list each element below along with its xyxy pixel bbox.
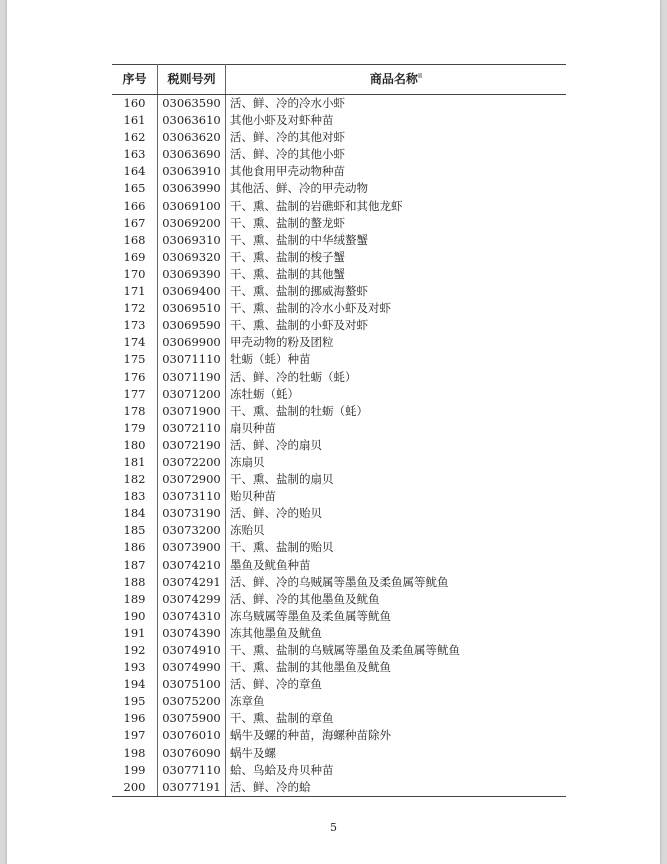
row-tariff-code: 03072200 [158, 454, 226, 471]
table-row [112, 300, 566, 317]
row-serial-no: 171 [112, 283, 158, 300]
table-row [112, 146, 566, 163]
row-serial-no: 199 [112, 762, 158, 779]
table-row [112, 180, 566, 197]
row-tariff-code: 03069310 [158, 232, 226, 249]
row-tariff-code: 03063910 [158, 163, 226, 180]
row-tariff-code: 03074291 [158, 574, 226, 591]
row-serial-no: 167 [112, 215, 158, 232]
row-serial-no: 175 [112, 351, 158, 368]
table-row [112, 710, 566, 727]
row-tariff-code: 03077110 [158, 762, 226, 779]
row-tariff-code: 03069320 [158, 249, 226, 266]
header-goods-name-text: 商品名称 [369, 72, 418, 86]
row-goods-name: 其他食用甲壳动物种苗 [230, 164, 345, 179]
row-goods-name: 干、熏、盐制的岩礁虾和其他龙虾 [230, 198, 403, 213]
row-serial-no: 183 [112, 488, 158, 505]
row-goods-name: 活、鲜、冷的其他小虾 [230, 147, 345, 162]
tariff-table [112, 64, 566, 797]
row-goods-name: 干、熏、盐制的贻贝 [230, 540, 334, 555]
row-serial-no: 165 [112, 180, 158, 197]
row-tariff-code: 03063590 [158, 95, 226, 113]
row-goods-name: 活、鲜、冷的冷水小虾 [230, 96, 345, 110]
table-row [112, 488, 566, 505]
row-goods-name: 甲壳动物的粉及团粒 [230, 335, 334, 350]
row-goods-name: 扇贝种苗 [230, 420, 276, 435]
row-goods-name: 冻其他墨鱼及鱿鱼 [230, 625, 322, 640]
row-goods-name: 牡蛎（蚝）种苗 [230, 352, 311, 367]
row-tariff-code: 03073190 [158, 505, 226, 522]
table-row [112, 249, 566, 266]
row-tariff-code: 03075900 [158, 710, 226, 727]
row-tariff-code: 03063620 [158, 129, 226, 146]
row-serial-no: 177 [112, 386, 158, 403]
row-tariff-code: 03069900 [158, 334, 226, 351]
table-row [112, 727, 566, 744]
row-serial-no: 190 [112, 608, 158, 625]
row-tariff-code: 03071200 [158, 386, 226, 403]
row-serial-no: 161 [112, 112, 158, 129]
table-row [112, 420, 566, 437]
table-header-row [112, 65, 566, 95]
row-serial-no: 169 [112, 249, 158, 266]
row-goods-name: 其他小虾及对虾种苗 [230, 113, 334, 128]
table-row [112, 676, 566, 693]
table-row [112, 591, 566, 608]
row-goods-name: 冻贻贝 [230, 523, 265, 538]
row-goods-name: 活、鲜、冷的章鱼 [230, 677, 322, 692]
page-number: 5 [330, 821, 337, 834]
table-row [112, 574, 566, 591]
table-row [112, 232, 566, 249]
row-serial-no: 187 [112, 557, 158, 574]
row-tariff-code: 03063690 [158, 146, 226, 163]
row-serial-no: 198 [112, 745, 158, 762]
row-tariff-code: 03063610 [158, 112, 226, 129]
document-page [7, 0, 660, 864]
row-tariff-code: 03074990 [158, 659, 226, 676]
row-goods-name: 干、熏、盐制的挪威海螯虾 [230, 284, 368, 299]
row-goods-name: 活、鲜、冷的扇贝 [230, 437, 322, 452]
row-goods-name: 蛤、鸟蛤及舟贝种苗 [230, 762, 334, 777]
row-tariff-code: 03074210 [158, 557, 226, 574]
table-row [112, 112, 566, 129]
row-tariff-code: 03075200 [158, 693, 226, 710]
row-goods-name: 蜗牛及螺 [230, 745, 276, 760]
table-body [112, 95, 566, 797]
row-tariff-code: 03074299 [158, 591, 226, 608]
table-row [112, 95, 566, 113]
table-row [112, 334, 566, 351]
row-serial-no: 185 [112, 522, 158, 539]
row-tariff-code: 03073110 [158, 488, 226, 505]
row-goods-name: 干、熏、盐制的梭子蟹 [230, 249, 345, 264]
row-goods-name: 冻扇贝 [230, 454, 265, 469]
table-row [112, 198, 566, 215]
row-tariff-code: 03073200 [158, 522, 226, 539]
row-serial-no: 164 [112, 163, 158, 180]
row-goods-name: 贻贝种苗 [230, 489, 276, 504]
row-tariff-code: 03069510 [158, 300, 226, 317]
table-row [112, 745, 566, 762]
table-row [112, 317, 566, 334]
row-serial-no: 192 [112, 642, 158, 659]
row-serial-no: 160 [112, 95, 158, 113]
row-tariff-code: 03069390 [158, 266, 226, 283]
row-goods-name: 干、熏、盐制的牡蛎（蚝） [230, 403, 368, 418]
row-tariff-code: 03077191 [158, 779, 226, 797]
table-row [112, 522, 566, 539]
row-goods-name: 干、熏、盐制的其他蟹 [230, 266, 345, 281]
table-row [112, 659, 566, 676]
row-tariff-code: 03072190 [158, 437, 226, 454]
table-row [112, 539, 566, 556]
row-goods-name: 蜗牛及螺的种苗，海螺种苗除外 [230, 728, 391, 743]
table-row [112, 693, 566, 710]
row-serial-no: 170 [112, 266, 158, 283]
row-serial-no: 168 [112, 232, 158, 249]
row-tariff-code: 03075100 [158, 676, 226, 693]
row-goods-name: 墨鱼及鱿鱼种苗 [230, 557, 311, 572]
row-goods-name: 干、熏、盐制的章鱼 [230, 711, 334, 726]
header-goods-name [226, 65, 567, 95]
row-goods-name: 活、鲜、冷的蛤 [226, 779, 567, 797]
header-serial-no: 序号 [112, 65, 158, 95]
header-note-mark: II [417, 72, 423, 80]
row-tariff-code: 03071110 [158, 351, 226, 368]
table-row [112, 266, 566, 283]
row-tariff-code: 03071900 [158, 403, 226, 420]
row-goods-name: 其他活、鲜、冷的甲壳动物 [230, 181, 368, 196]
table-row [112, 471, 566, 488]
row-goods-name: 活、鲜、冷的其他墨鱼及鱿鱼 [230, 591, 380, 606]
row-serial-no: 174 [112, 334, 158, 351]
row-tariff-code: 03074910 [158, 642, 226, 659]
row-goods-name: 冻章鱼 [230, 694, 265, 709]
table-row [112, 625, 566, 642]
row-serial-no: 176 [112, 369, 158, 386]
row-tariff-code: 03076090 [158, 745, 226, 762]
row-goods-name: 干、熏、盐制的螯龙虾 [230, 215, 345, 230]
row-serial-no: 180 [112, 437, 158, 454]
row-tariff-code: 03071190 [158, 369, 226, 386]
row-tariff-code: 03069100 [158, 198, 226, 215]
table-row [112, 369, 566, 386]
table-row [112, 557, 566, 574]
row-serial-no: 166 [112, 198, 158, 215]
row-goods-name: 活、鲜、冷的其他对虾 [230, 130, 345, 145]
header-tariff-code: 税则号列 [158, 65, 226, 95]
table-row [112, 505, 566, 522]
row-goods-name: 活、鲜、冷的牡蛎（蚝） [230, 369, 357, 384]
table-row [112, 283, 566, 300]
row-tariff-code: 03072900 [158, 471, 226, 488]
row-serial-no: 193 [112, 659, 158, 676]
table-row [112, 437, 566, 454]
row-tariff-code: 03069400 [158, 283, 226, 300]
row-serial-no: 182 [112, 471, 158, 488]
row-serial-no: 173 [112, 317, 158, 334]
row-serial-no: 197 [112, 727, 158, 744]
row-serial-no: 194 [112, 676, 158, 693]
row-tariff-code: 03063990 [158, 180, 226, 197]
row-tariff-code: 03069200 [158, 215, 226, 232]
table-row [112, 454, 566, 471]
row-tariff-code: 03076010 [158, 727, 226, 744]
row-tariff-code: 03069590 [158, 317, 226, 334]
table-row [112, 215, 566, 232]
row-serial-no: 178 [112, 403, 158, 420]
table-row [112, 386, 566, 403]
row-serial-no: 184 [112, 505, 158, 522]
row-serial-no: 188 [112, 574, 158, 591]
row-tariff-code: 03072110 [158, 420, 226, 437]
row-goods-name: 干、熏、盐制的扇贝 [230, 472, 334, 487]
table-row [112, 163, 566, 180]
row-serial-no: 200 [112, 779, 158, 797]
row-goods-name: 活、鲜、冷的乌贼属等墨鱼及柔鱼属等鱿鱼 [230, 574, 449, 589]
table-row [112, 403, 566, 420]
table-row [112, 642, 566, 659]
row-tariff-code: 03073900 [158, 539, 226, 556]
row-goods-name: 干、熏、盐制的其他墨鱼及鱿鱼 [230, 660, 391, 675]
row-goods-name: 干、熏、盐制的中华绒螯蟹 [230, 232, 368, 247]
table-row [112, 762, 566, 779]
row-tariff-code: 03074390 [158, 625, 226, 642]
row-serial-no: 162 [112, 129, 158, 146]
row-serial-no: 189 [112, 591, 158, 608]
row-serial-no: 196 [112, 710, 158, 727]
row-serial-no: 163 [112, 146, 158, 163]
row-goods-name: 活、鲜、冷的贻贝 [230, 506, 322, 521]
row-serial-no: 195 [112, 693, 158, 710]
row-serial-no: 179 [112, 420, 158, 437]
row-serial-no: 191 [112, 625, 158, 642]
row-goods-name: 干、熏、盐制的小虾及对虾 [230, 318, 368, 333]
row-serial-no: 172 [112, 300, 158, 317]
row-goods-name: 干、熏、盐制的乌贼属等墨鱼及柔鱼属等鱿鱼 [230, 643, 460, 657]
table-row [112, 779, 566, 797]
table-row [112, 351, 566, 368]
row-goods-name: 干、熏、盐制的冷水小虾及对虾 [230, 301, 391, 316]
row-goods-name: 冻乌贼属等墨鱼及柔鱼属等鱿鱼 [230, 608, 391, 623]
row-serial-no: 186 [112, 539, 158, 556]
row-tariff-code: 03074310 [158, 608, 226, 625]
table-row [112, 608, 566, 625]
table-row [112, 129, 566, 146]
row-goods-name: 冻牡蛎（蚝） [230, 386, 299, 401]
row-serial-no: 181 [112, 454, 158, 471]
